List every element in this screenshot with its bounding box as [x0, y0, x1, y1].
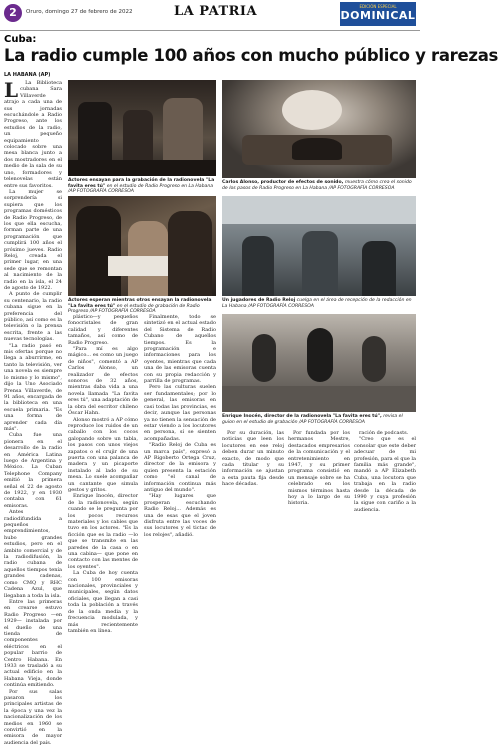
col2-paragraphs: [68, 314, 138, 634]
paragraph: "Radio Reloj de Cuba es un marca país", expresó a AP Rigoberto Ortega Cruz, director de la emisora y quien presenta la estación como "el canal de información continua más antiguo del mundo".: [144, 442, 216, 493]
page-number: 2: [4, 4, 22, 22]
photo-actors-recording: [68, 80, 216, 176]
photo-sound-technicians: [222, 196, 416, 296]
article-column-4: [222, 430, 284, 520]
paragraph: Por su duración, las noticias que leen los locutores en ese reloj deben durar un minuto exacto, de modo que cada titular y su información se ajustan a esta pauta fija desde hace décadas.: [222, 430, 284, 488]
kicker: Cuba:: [4, 34, 37, 45]
paragraph: "La radio pasó en mis ofertas porque no llega a aburrirme, en tanto la televisión, ver una novela es siempre lo mismo y lo mismo", dijo la Uno Asociado Prensa Villaverde, de 91 años, encargada de la biblioteca en una escuela primaria. "Es una forma de aprender cada día más".: [4, 342, 62, 432]
col6-paragraphs: [354, 430, 416, 513]
paragraph: "Para mí es algo mágico... es como un juego de niños", comentó a AP Carlos Alonso, un realizador de efectos sonoros de 32 años, mientras daba vida a una novela llamada "La favita eres tú", una adaptación de la obra del escritor chileno Óscar Hahn.: [68, 346, 138, 417]
paragraph: "Hay lugares que prosperan escuchando Radio Reloj... Además es una de esas que el joven disfruta entre las voces de sus locutores y el tictac de los relojes", añadió.: [144, 493, 216, 538]
paragraph: "Creo que es el consolar que este deber adecuar de mi profesión, para el que la familia más grande", mandó a AP Elizabeth Cuba, una locutora que trabaja en la radio desde la década de 1990 y cuya profesión la sigue con cariño a la audiencia.: [354, 436, 416, 513]
article-column-1: [4, 78, 62, 746]
paragraph: La mujer se sorprendería si supiera que los programas domésticos de Radio Progreso, de los que ella escucha, forman parte de una programación que cumplirá 100 años el próximo jueves. Radio Reloj, creada el primer lugar, en una sede que se remontan al nacimiento de la radio en la isla, el 24 de agosto de 1922.: [4, 188, 62, 291]
article-column-3: [144, 314, 216, 538]
edition-big-label: DOMINICAL: [340, 9, 416, 22]
paragraph: Alonso mostró a AP cómo reproduce los ruidos de un caballo con los cocos galopando sobre un tabla, los pasos con unos viejos zapatos o el crujir de una puerta con una palanca de madera y un picaporte instalado al lado de su mesa. Lo suele acompañar un cantante que simula gestos y gritos.: [68, 416, 138, 493]
paragraph: La Cuba de hoy cuenta con 100 emisoras nacionales, provinciales y municipales, según datos oficiales, que llegan a casi toda la población a través de la onda media y la frecuencia modulada, y más recientemente también en línea.: [68, 570, 138, 634]
masthead: LA PATRIA: [174, 4, 258, 19]
paragraph: plástico—y pequeños fonocristales de gran calidad y diferentes tamaños, así como de Radio Progreso.: [68, 314, 138, 346]
caption-photo-2: Carlos Alonso, productor de efectos de sonido, muestra cómo crea el sonido de los pasos de Radio Progreso en La Habana /AP FOTOGRAFÍA CORRESOA: [222, 180, 412, 191]
col4-paragraphs: [222, 430, 284, 488]
byline: LA HABANA (AP): [4, 72, 51, 78]
col3-paragraphs: [144, 314, 216, 538]
dateline: Oruro, domingo 27 de febrero de 2022: [26, 9, 133, 15]
paragraph: Antes radiodifundida a pequeños emprendimientos, hubo grandes estudios, pero en el ámbito comercial y de la radiodifusión, la radio cubana de aquellos tiempos tenía grandes cadenas, como CMQ y RHC Cadena Azul, que llegaban a toda la isla.: [4, 509, 62, 599]
paragraph: A punto de cumplir su centenario, la radio cubana sigue en la preferencia del público, así como es la televisión o la prensa escrita, frente a las nuevas tecnologías.: [4, 291, 62, 343]
caption-photo-3: Actores esperan mientras otros ensayan la radionovela "La favita eres tú" en el estudio de grabación de Radio Progreso /AP FOTOGRAFÍA CORRESOA: [68, 298, 212, 315]
page-header: [0, 0, 420, 30]
col1-paragraphs: [4, 80, 62, 746]
photo-actors-script: [68, 196, 216, 296]
photo-director-microphones: [222, 314, 416, 412]
paragraph: Entre las primeras en crearse estuvo Radio Progreso —en 1929— instalada por el dueño de una tienda de componentes eléctricos en el popular barrio de Centro Habana. En 1933 se trasladó a su actual edificio en la Habana Vieja, donde continúa emitiendo.: [4, 598, 62, 689]
drop-cap: L: [4, 78, 19, 102]
edition-small-label: EDICIÓN ESPECIAL: [359, 4, 397, 9]
photo-sound-effects-shoes: [222, 80, 416, 178]
caption-photo-5: Enrique Inocén, director de la radionovela "La favita eres tú", revisa el guion en el estudio de grabación /AP FOTOGRAFÍA CORRESOA: [222, 414, 403, 425]
paragraph: Por fundada por los hermanos Mestre, destacados empresarios de la comunicación y el entretenimiento en 1947, y su primer programa consistió en un mensaje sobre se ha celebrado en los mismos términos hasta hoy a lo largo de su historia.: [288, 430, 350, 507]
paragraph: La Biblioteca cubana Sara Villaverde atrajo a cada una de sus jornadas escuchándole a Radio Progreso, ante los estudios de la radio, un pequeño equipamiento colocado sobre una mesa blanca junto a dos mostradores en el medio de la sala de su uno, formadores y telenovelas están entre sus favoritos.: [4, 80, 62, 189]
paragraph: Enrique Inocén, director de la radionovela, según cuando se le pregunta por los pocos recursos materiales y los cables que tuvo en los actores. "Es la ficción que es la radio —lo que se transmite en las paredes de la casa o en una cabina— que pone en contacto con las mentes de los oyentes".: [68, 493, 138, 570]
paragraph: Finalmente, todo se sintetizó en el actual estado del Sistema de Radio Cubano de aquellos tiempos. Es la programación e informaciones para los oyentes, mientras que cada una de las emisoras cuenta con su propia redacción y parrilla de programas.: [144, 314, 216, 385]
paragraph: Pero las culturas suelen ser fundamentales; por lo general, las emisoras en casi todas las provincias, es decir, aunque las personas ya no tienen la sensación de estar viendo a los locutores en persona, sí se sienten acompañadas.: [144, 384, 216, 442]
col5-paragraphs: [288, 430, 350, 507]
article-column-6: [354, 430, 416, 520]
paragraph: Por sus salas pasaron los principales artistas de la época y una vez la nacionalización de los medios en 1960 se convirtió en la emisora de mayor audiencia del país.: [4, 688, 62, 746]
paragraph: ración de podcasts.: [359, 430, 409, 436]
caption-photo-4: Un jugadores de Radio Reloj cuelga en el área de recepción de la redacción en La Habana /AP FOTOGRAFÍA CORRESOA: [222, 298, 412, 309]
header-rule: [0, 30, 420, 31]
article-column-2: [68, 314, 138, 634]
edition-badge: [340, 2, 416, 26]
article-column-5: [288, 430, 350, 520]
paragraph: Cuba fue una pionera en el desarrollo de la radio en América Latina luego de Argentina y México. La Cuban Telephone Company emitió la primera señal el 22 de agosto de 1922, y en 1930 contaba con 61 emisoras.: [4, 432, 62, 509]
headline: La radio cumple 100 años con mucho público y rarezas: [4, 46, 498, 65]
caption-photo-1: Actores ensayan para la grabación de la radionovela "La favita eres tú" en el estudio de Radio Progreso en La Habana /AP FOTOGRAFÍA CORRESOA: [68, 178, 215, 195]
